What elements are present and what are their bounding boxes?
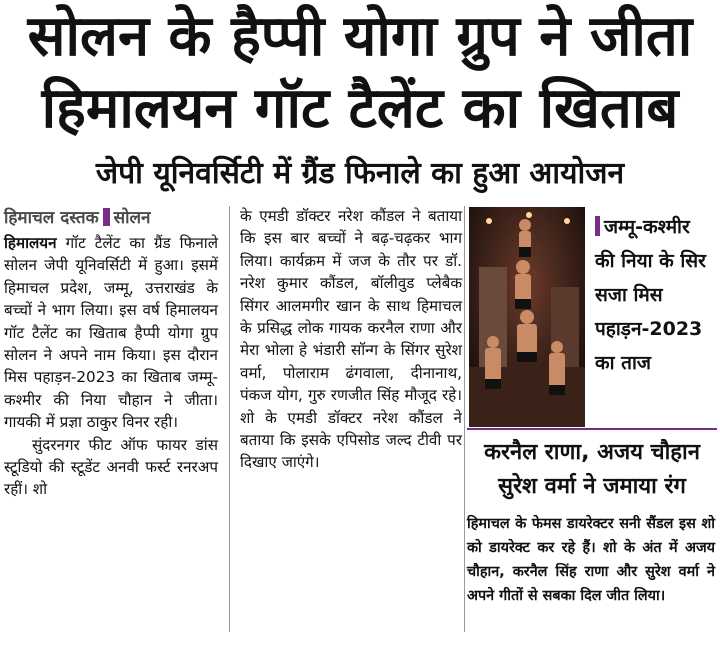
yoga-pyramid-illustration	[469, 207, 585, 427]
byline-source: हिमाचल दस्तक	[4, 208, 99, 228]
section-rule	[467, 428, 717, 430]
lead-word: हिमालयन	[4, 234, 57, 252]
article-column-2: के एमडी डॉक्टर नरेश कौंडल ने बताया कि इस बार बच्चों ने बढ़-चढ़कर भाग लिया। कार्यक्रम में जज के तौर पर डॉ. नरेश कुमार कौंडल, बॉलीवुड प्लेबैक सिंगर आलमगीर खान के साथ हिमाचल के प्रसिद्ध लोक गायक करनैल राणा और मेरा भोला हे भंडारी सॉन्ग के सिंगर सुरेश वर्मा, पोलाराम ढंगवाला, दीनानाथ, पंकज योग, गुरु रणजीत सिंह मौजूद रहे। शो के एमडी डॉक्टर नरेश कौंडल ने बताया कि इसके एपिसोड जल्द टीवी पर दिखाए जाएंगे।	[240, 207, 462, 472]
yoga-performance-photo	[469, 207, 585, 427]
byline-divider	[103, 208, 110, 226]
column-1-paragraph-2: सुंदरनगर फीट ऑफ फायर डांस स्टूडियो की स्टूडेंट अनवी फर्स्ट रनरअप रहीं। शो	[4, 435, 218, 499]
column-divider-1	[229, 206, 230, 632]
article-column-3: हिमाचल के फेमस डायरेक्टर सनी सैंडल इस शो को डायरेक्ट कर रहे हैं। शो के अंत में अजय चौहान, करनैल सिंह राणा और सुरेश वर्मा ने अपने गीतों से सबका दिल जीत लिया।	[467, 516, 715, 604]
subheadline: जेपी यूनिवर्सिटी में ग्रैंड फिनाले का हुआ आयोजन	[95, 156, 625, 191]
caption-marker	[595, 216, 600, 236]
byline	[4, 205, 150, 228]
byline-location: सोलन	[113, 208, 151, 228]
column-1-text: गॉट टैलेंट का ग्रैंड फिनाले सोलन जेपी यूनिवर्सिटी में हुआ। इसमें हिमाचल प्रदेश, जम्मू, उत्तराखंड के बच्चों ने भाग लिया। इस वर्ष हिमालयन गॉट टैलेंट का खिताब हैप्पी योगा ग्रुप सोलन ने अपने नाम किया। इस दौरान मिस पहाड़न-2023 का खिताब जम्मू-कश्मीर की निया चौहान ने जीता। गायकी में प्रज्ञा ठाकुर विनर रही।	[4, 234, 218, 432]
section-subheadline-line-1: करनैल राणा, अजय चौहान	[484, 440, 700, 465]
photo-caption-text: जम्मू-कश्मीर की निया के सिर सजा मिस पहाड़न-2023 का ताज	[595, 216, 706, 374]
section-subheadline	[467, 436, 717, 504]
section-subheadline-line-2: सुरेश वर्मा ने जमाया रंग	[498, 474, 686, 499]
column-divider-2	[464, 206, 465, 632]
column-1-paragraph-1	[4, 232, 218, 434]
headline-line-1: सोलन के हैप्पी योगा ग्रुप ने जीता	[27, 4, 693, 69]
headline-line-2: हिमालयन गॉट टैलेंट का खिताब	[41, 76, 679, 141]
article-column-1	[4, 232, 218, 501]
photo-caption	[595, 210, 715, 380]
